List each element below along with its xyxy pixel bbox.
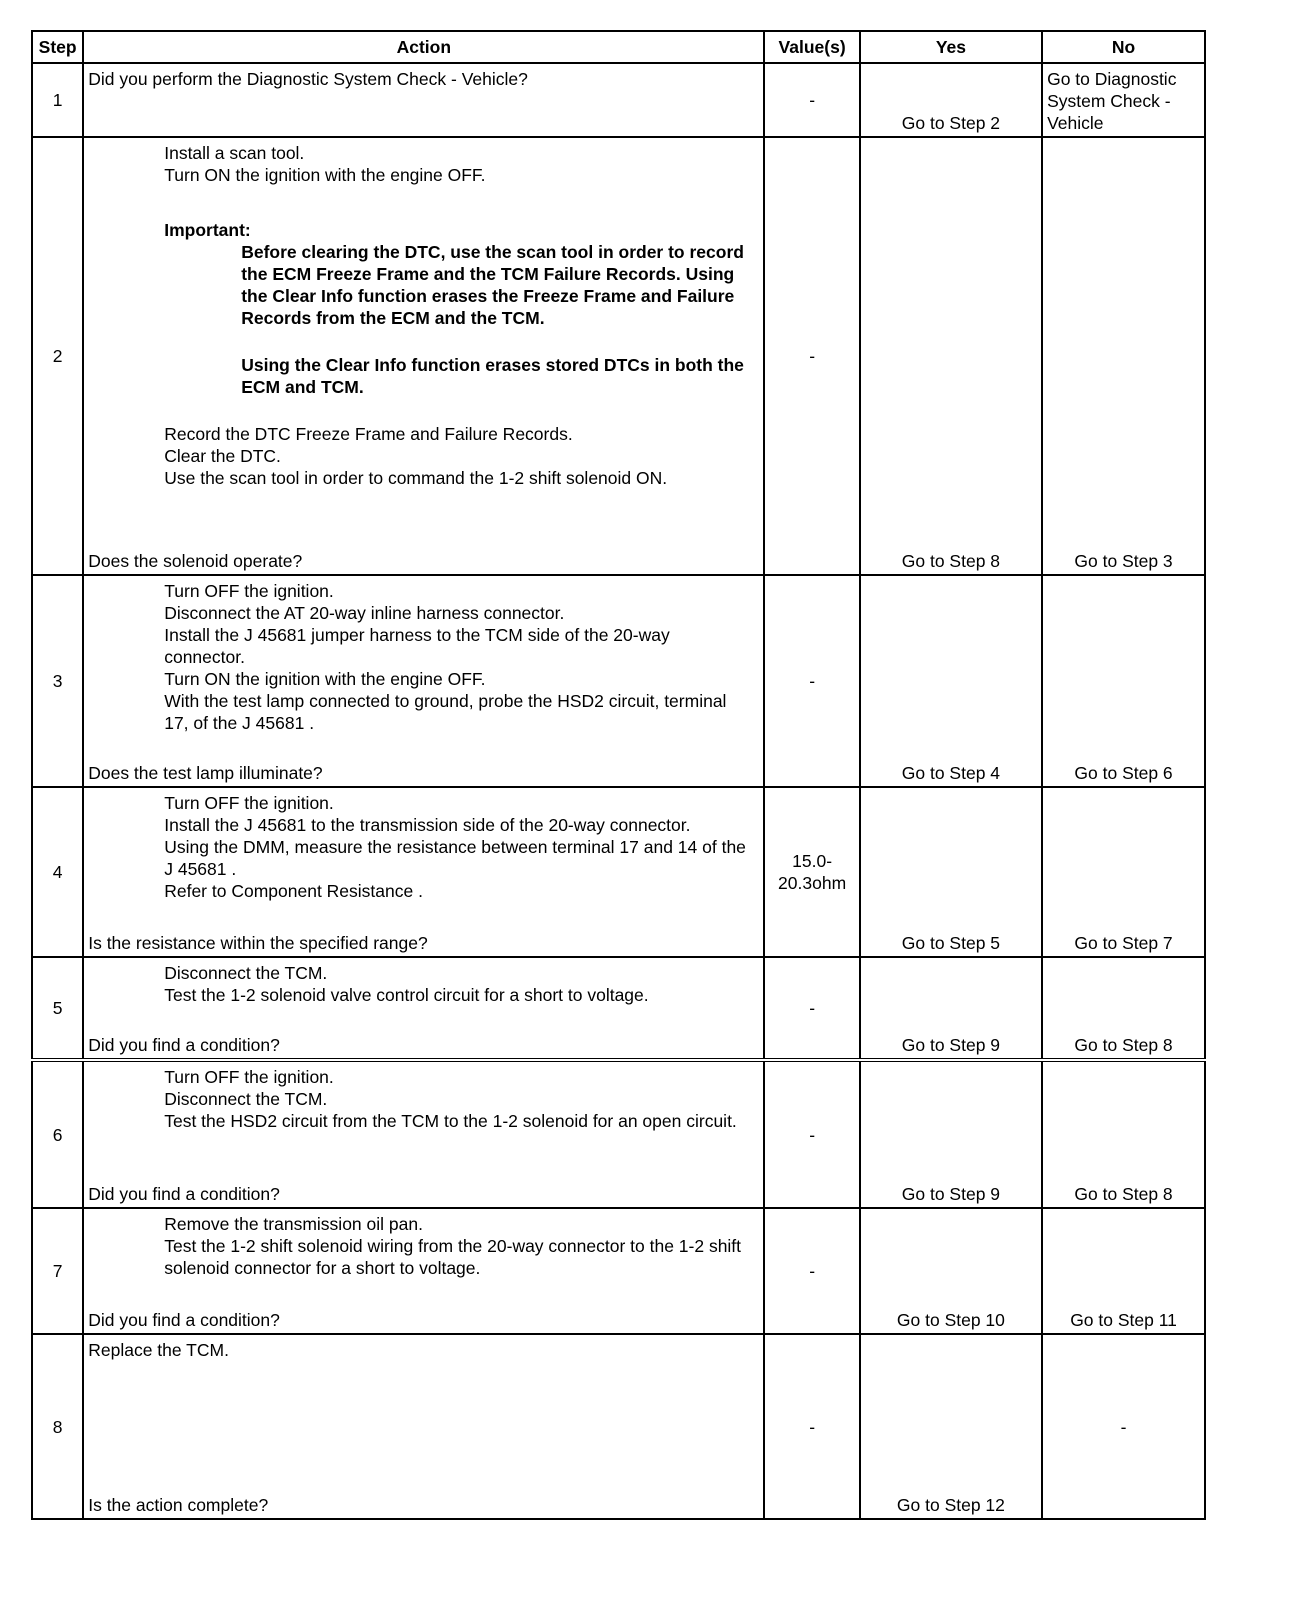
no-cell [1042,1060,1205,1208]
question-text: Is the action complete? [88,1495,269,1515]
question-text: Does the test lamp illuminate? [88,763,323,783]
value-cell: - [764,957,859,1060]
header-yes: Yes [860,31,1042,63]
action-line: Clear the DTC. [164,446,281,466]
action-cell [83,1060,764,1208]
table-row [32,1060,1205,1208]
no-cell [1042,787,1205,957]
header-action: Action [83,31,764,63]
yes-cell [860,957,1042,1060]
value-cell: - [764,1060,859,1208]
action-line: Replace the TCM. [88,1340,229,1360]
question-text: Is the resistance within the specified range? [88,933,428,953]
yes-link[interactable]: Go to Step 2 [901,113,1001,133]
no-link[interactable]: Go to Step 8 [1074,1184,1173,1204]
action-line: Turn OFF the ignition. [164,793,334,813]
yes-cell [860,575,1042,787]
action-line: Turn ON the ignition with the engine OFF. [164,669,486,689]
important-paragraph: Using the Clear Info function erases stored DTCs in both the ECM and TCM. [241,355,744,397]
no-link[interactable]: Go to Step 3 [1074,551,1173,571]
no-cell [1042,957,1205,1060]
no-link[interactable]: Go to Step 7 [1074,933,1173,953]
action-line: Install the J 45681 jumper harness to the TCM side of the 20-way connector. [164,625,670,667]
header-values: Value(s) [764,31,859,63]
header-no: No [1042,31,1205,63]
diagnostic-table [31,30,1206,1520]
action-line: Turn OFF the ignition. [164,581,334,601]
no-cell [1042,63,1205,137]
header-row [32,31,1205,63]
header-step: Step [32,31,83,63]
action-cell [83,137,764,575]
action-line: Turn ON the ignition with the engine OFF. [164,165,486,185]
yes-cell [860,1208,1042,1334]
step-number: 3 [32,575,83,787]
step-number: 1 [32,63,83,137]
action-line: Disconnect the AT 20-way inline harness connector. [164,603,565,623]
action-line: Use the scan tool in order to command the 1-2 shift solenoid ON. [164,468,668,488]
yes-link[interactable]: Go to Step 10 [896,1310,1005,1330]
question-text: Did you find a condition? [88,1035,280,1055]
value-cell: - [764,575,859,787]
yes-link[interactable]: Go to Step 5 [901,933,1001,953]
action-cell [83,1208,764,1334]
step-number: 8 [32,1334,83,1519]
no-link[interactable]: Go to Step 6 [1074,763,1173,783]
table-row [32,1208,1205,1334]
action-cell [83,787,764,957]
yes-cell [860,1060,1042,1208]
no-link[interactable]: Go to Diagnostic System Check - Vehicle [1047,69,1177,133]
action-line: Test the 1-2 shift solenoid wiring from the 20-way connector to the 1-2 shift solenoid connector for a short to voltage. [164,1236,742,1278]
action-lines [84,1209,763,1279]
yes-cell [860,63,1042,137]
action-line: Install a scan tool. [164,143,305,163]
yes-cell [860,787,1042,957]
no-link[interactable]: Go to Step 8 [1074,1035,1173,1055]
action-cell [83,63,764,137]
action-line: Record the DTC Freeze Frame and Failure Records. [164,424,573,444]
table-row [32,957,1205,1060]
action-lines [84,958,763,1006]
action-line: With the test lamp connected to ground, probe the HSD2 circuit, terminal 17, of the J 45681 . [164,691,727,733]
value-cell: - [764,137,859,575]
value-cell: 15.0-20.3ohm [764,787,859,957]
action-cell [83,1334,764,1519]
table-row [32,137,1205,575]
table-row [32,575,1205,787]
action-line: Disconnect the TCM. [164,1089,328,1109]
important-note [164,241,757,398]
yes-link[interactable]: Go to Step 8 [901,551,1001,571]
step-number: 4 [32,787,83,957]
no-cell [1042,137,1205,575]
value-cell: - [764,1208,859,1334]
action-line: Refer to Component Resistance . [164,881,423,901]
yes-cell [860,137,1042,575]
step-number: 2 [32,137,83,575]
yes-cell [860,1334,1042,1519]
yes-link[interactable]: Go to Step 9 [901,1035,1001,1055]
action-lines [84,138,763,489]
step-number: 5 [32,957,83,1060]
no-link[interactable]: Go to Step 11 [1070,1310,1177,1330]
table-row [32,1334,1205,1519]
action-lines [84,1062,763,1132]
value-cell: - [764,1334,859,1519]
action-cell [83,575,764,787]
action-line: Remove the transmission oil pan. [164,1214,423,1234]
action-line: Using the DMM, measure the resistance between terminal 17 and 14 of the J 45681 . [164,837,746,879]
value-cell: - [764,63,859,137]
no-cell [1042,1208,1205,1334]
question-text: Did you find a condition? [88,1310,280,1330]
step-number: 6 [32,1060,83,1208]
question-text: Did you find a condition? [88,1184,280,1204]
action-cell [83,957,764,1060]
table-row [32,63,1205,137]
yes-link[interactable]: Go to Step 9 [901,1184,1001,1204]
yes-link[interactable]: Go to Step 12 [896,1495,1005,1515]
yes-link[interactable]: Go to Step 4 [901,763,1001,783]
action-line: Test the 1-2 solenoid valve control circuit for a short to voltage. [164,985,649,1005]
action-line: Test the HSD2 circuit from the TCM to the 1-2 solenoid for an open circuit. [164,1111,737,1131]
no-cell [1042,575,1205,787]
action-line: Turn OFF the ignition. [164,1067,334,1087]
important-label: Important: [164,220,251,240]
action-line: Disconnect the TCM. [164,963,328,983]
important-paragraph: Before clearing the DTC, use the scan tool in order to record the ECM Freeze Frame and the TCM Failure Records. Using the Clear Info function erases the Freeze Frame and Failure Records from the ECM and the TCM. [241,242,744,328]
no-cell: - [1042,1334,1205,1519]
action-lines [84,788,763,902]
step-number: 7 [32,1208,83,1334]
question-text: Did you perform the Diagnostic System Check - Vehicle? [88,69,528,89]
action-line: Install the J 45681 to the transmission side of the 20-way connector. [164,815,691,835]
action-lines [84,576,763,734]
question-text: Does the solenoid operate? [88,551,303,571]
table-row [32,787,1205,957]
